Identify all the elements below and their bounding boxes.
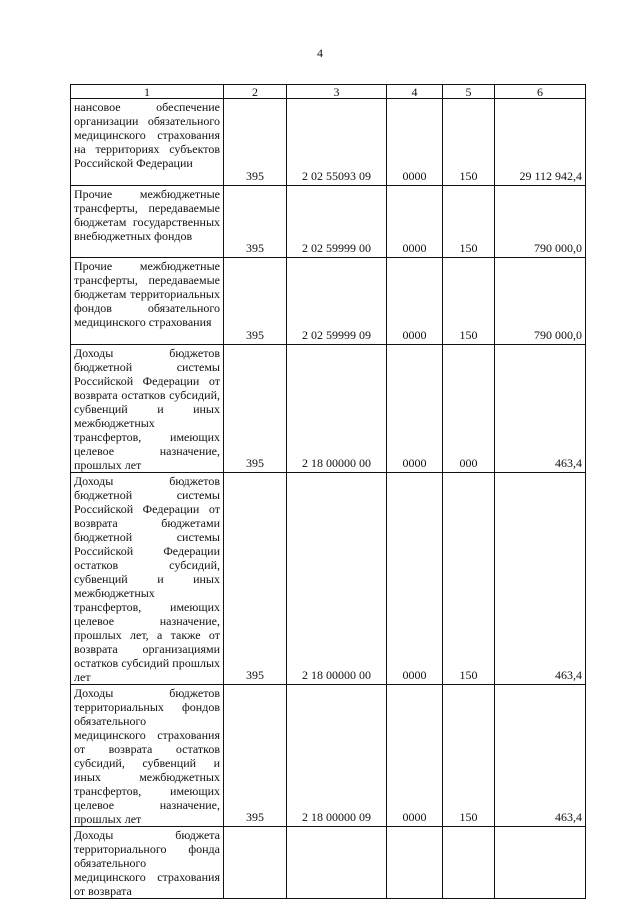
budget-revenue-table: [70, 84, 586, 899]
column-header: 6: [495, 85, 586, 99]
table-row: [71, 186, 586, 258]
amount-cell: 463,4: [495, 473, 586, 685]
column-header: 5: [443, 85, 495, 99]
classification-code-cell: [287, 827, 387, 899]
table-row: [71, 827, 586, 899]
table-row: [71, 685, 586, 827]
table-row: [71, 258, 586, 345]
admin-code-cell: 395: [224, 99, 287, 186]
table-row: [71, 345, 586, 473]
admin-code-cell: 395: [224, 685, 287, 827]
group-code-cell: 150: [443, 685, 495, 827]
revenue-name-cell: Прочие межбюджетные трансферты, передаваемые бюджетам территориальных фондов обязательного медицинского страхования: [71, 258, 224, 345]
revenue-name-cell: нансовое обеспечение организации обязательного медицинского страхования на территориях субъектов Российской Федерации: [71, 99, 224, 186]
amount-cell: 463,4: [495, 345, 586, 473]
classification-code-cell: 2 18 00000 09: [287, 685, 387, 827]
subcode-cell: 0000: [387, 258, 443, 345]
subcode-cell: 0000: [387, 99, 443, 186]
admin-code-cell: 395: [224, 258, 287, 345]
classification-code-cell: 2 18 00000 00: [287, 473, 387, 685]
amount-cell: 29 112 942,4: [495, 99, 586, 186]
amount-cell: 790 000,0: [495, 258, 586, 345]
group-code-cell: 150: [443, 473, 495, 685]
subcode-cell: 0000: [387, 345, 443, 473]
subcode-cell: 0000: [387, 685, 443, 827]
classification-code-cell: 2 18 00000 00: [287, 345, 387, 473]
subcode-cell: 0000: [387, 473, 443, 685]
group-code-cell: 000: [443, 345, 495, 473]
column-header: 3: [287, 85, 387, 99]
admin-code-cell: 395: [224, 186, 287, 258]
group-code-cell: 150: [443, 99, 495, 186]
column-header: 1: [71, 85, 224, 99]
admin-code-cell: 395: [224, 345, 287, 473]
revenue-name-cell: Доходы бюджета территориального фонда обязательного медицинского страхования от возврата: [71, 827, 224, 899]
classification-code-cell: 2 02 59999 00: [287, 186, 387, 258]
group-code-cell: 150: [443, 258, 495, 345]
group-code-cell: [443, 827, 495, 899]
classification-code-cell: 2 02 59999 09: [287, 258, 387, 345]
revenue-name-cell: Прочие межбюджетные трансферты, передаваемые бюджетам государственных внебюджетных фондов: [71, 186, 224, 258]
page-number: 4: [317, 46, 323, 60]
amount-cell: 790 000,0: [495, 186, 586, 258]
table-row: [71, 473, 586, 685]
admin-code-cell: 395: [224, 473, 287, 685]
column-number-row: [71, 85, 586, 99]
revenue-name-cell: Доходы бюджетов бюджетной системы Российской Федерации от возврата остатков субсидий, субвенций и иных межбюджетных трансфертов, имеющих целевое назначение, прошлых лет: [71, 345, 224, 473]
column-header: 4: [387, 85, 443, 99]
table-row: [71, 99, 586, 186]
revenue-name-cell: Доходы бюджетов территориальных фондов обязательного медицинского страхования от возврата остатков субсидий, субвенций и иных межбюджетных трансфертов, имеющих целевое назначение, прошлых лет: [71, 685, 224, 827]
group-code-cell: 150: [443, 186, 495, 258]
classification-code-cell: 2 02 55093 09: [287, 99, 387, 186]
amount-cell: 463,4: [495, 685, 586, 827]
column-header: 2: [224, 85, 287, 99]
revenue-name-cell: Доходы бюджетов бюджетной системы Российской Федерации от возврата бюджетами бюджетной системы Российской Федерации остатков субсидий, субвенций и иных межбюджетных трансфертов, имеющих целевое назначение, прошлых лет, а также от возврата организациями остатков субсидий прошлых лет: [71, 473, 224, 685]
subcode-cell: 0000: [387, 186, 443, 258]
admin-code-cell: [224, 827, 287, 899]
amount-cell: [495, 827, 586, 899]
subcode-cell: [387, 827, 443, 899]
